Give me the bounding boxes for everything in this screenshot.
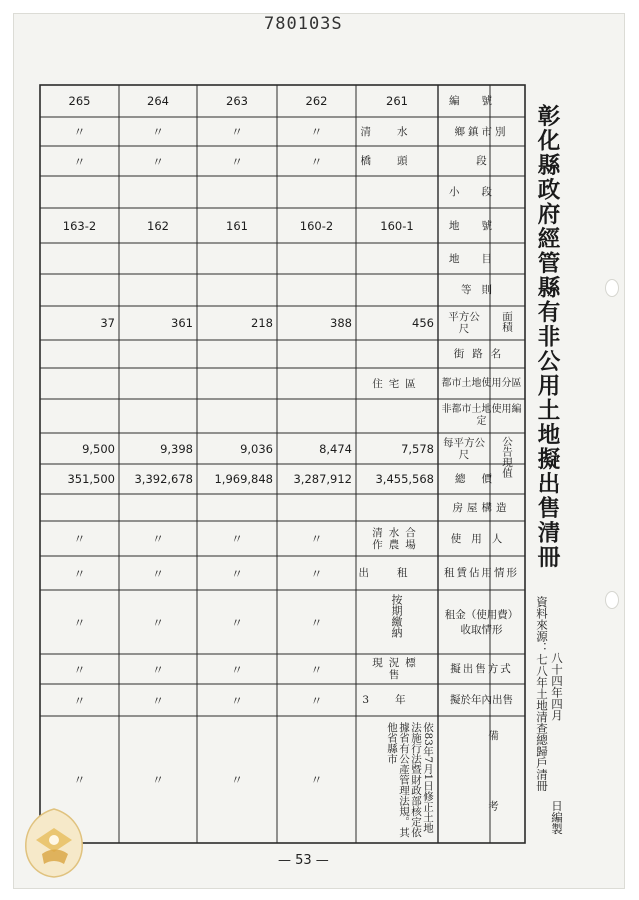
parcel-section: 橋頭	[360, 155, 434, 167]
parcel-remarks-ditto: 〃	[230, 773, 243, 787]
data-source-note: 資料來源：七八年土地清查總歸戶清冊	[535, 596, 549, 792]
parcel-value-per-sqm: 9,398	[160, 441, 193, 456]
row-label-township: 鄉鎮市別	[454, 125, 509, 138]
row-label-rent: 租金（使用費）收取情形	[444, 609, 519, 636]
parcel-sale-period-ditto: 〃	[151, 693, 164, 708]
row-label-subsection: 小段	[449, 186, 514, 198]
row-label-area-unit: 平方公尺	[448, 311, 480, 335]
parcel-value-per-sqm: 9,500	[82, 441, 115, 456]
parcel-number: 264	[147, 94, 169, 108]
parcel-occupancy: 出租	[358, 567, 436, 579]
row-label-total-value: 總價	[455, 473, 508, 485]
parcel-occupancy-ditto: 〃	[230, 566, 243, 581]
parcel-section: 〃	[310, 154, 323, 169]
row-label-building: 房屋構造	[452, 501, 511, 514]
row-label-sale-method: 擬出售方式	[450, 663, 513, 675]
parcel-section: 〃	[151, 154, 164, 169]
row-label-user: 使用人	[450, 532, 513, 545]
parcel-sale-method: 現況標售	[372, 657, 422, 681]
parcel-rent-ditto: 〃	[151, 615, 164, 630]
parcel-number: 262	[305, 94, 328, 108]
page-number: — 53 —	[278, 853, 329, 868]
parcel-lot: 161	[226, 218, 248, 233]
parcel-total-value: 3,287,912	[293, 472, 352, 486]
parcel-number: 265	[68, 94, 91, 108]
report-date: 八十四年四月	[550, 652, 564, 721]
parcel-township: 〃	[230, 125, 243, 139]
parcel-number: 261	[386, 94, 408, 108]
parcel-user-ditto: 〃	[310, 532, 323, 546]
parcel-occupancy-ditto: 〃	[310, 566, 323, 581]
parcel-value-per-sqm: 9,036	[240, 441, 273, 456]
compiler-note: 日編製	[550, 800, 564, 835]
parcel-sale-method-ditto: 〃	[73, 662, 86, 677]
row-label-section: 段	[476, 155, 487, 167]
parcel-lot: 162	[147, 218, 169, 233]
parcel-lot: 160-2	[299, 218, 334, 233]
parcel-township: 〃	[73, 125, 86, 139]
row-label-area: 面積	[501, 311, 513, 332]
parcel-area: 456	[412, 316, 434, 330]
row-label-remarks: 備考	[487, 730, 499, 871]
parcel-section: 〃	[230, 154, 243, 169]
parcel-area: 388	[330, 316, 352, 330]
parcel-rent-ditto: 〃	[73, 615, 86, 630]
parcel-township: 〃	[151, 125, 164, 139]
parcel-user: 清水合作農場	[372, 526, 422, 551]
parcel-remarks: 依83年7月1日修正土地法施行法暨財政部核定依據省有公產管理法規。其他省縣市	[386, 722, 434, 838]
row-label-grade: 等則	[461, 284, 502, 296]
parcel-number: 263	[226, 94, 248, 108]
parcel-sale-method-ditto: 〃	[310, 662, 323, 677]
row-label-street: 街路名	[453, 348, 510, 360]
row-label-sale-period: 擬於年內出售	[450, 694, 513, 706]
row-label-occupancy: 租賃佔用情形	[444, 567, 519, 579]
parcel-sale-period-ditto: 〃	[310, 693, 323, 708]
parcel-area: 37	[100, 316, 115, 330]
row-label-announced-value: 公告現值	[501, 436, 513, 478]
parcel-sale-period-ditto: 〃	[230, 693, 243, 708]
parcel-sale-method-ditto: 〃	[151, 662, 164, 677]
parcel-occupancy-ditto: 〃	[73, 566, 86, 581]
parcel-user-ditto: 〃	[230, 532, 243, 546]
row-label-nonurban-zoning: 非都市土地使用編定	[441, 404, 522, 427]
parcel-zoning: 住宅區	[372, 377, 422, 390]
parcel-user-ditto: 〃	[151, 532, 164, 546]
document-number: 780103S	[264, 14, 343, 34]
parcel-remarks-ditto: 〃	[310, 773, 323, 787]
row-label-land-category: 地目	[449, 252, 514, 265]
document-title: 彰化縣政府經管縣有非公用土地擬出售清冊	[534, 104, 560, 570]
parcel-sale-method-ditto: 〃	[230, 662, 243, 677]
parcel-user-ditto: 〃	[73, 532, 86, 546]
parcel-area: 218	[251, 316, 273, 330]
parcel-remarks-ditto: 〃	[73, 773, 86, 787]
parcel-remarks-ditto: 〃	[151, 773, 164, 787]
parcel-total-value: 1,969,848	[214, 472, 273, 486]
parcel-value-per-sqm: 7,578	[401, 441, 434, 456]
parcel-value-per-sqm: 8,474	[319, 441, 352, 456]
parcel-total-value: 3,455,568	[375, 472, 434, 486]
parcel-occupancy-ditto: 〃	[151, 566, 164, 581]
row-label-number: 編號	[449, 95, 514, 107]
parcel-township: 〃	[310, 125, 323, 139]
row-label-urban-zoning: 都市土地使用分區	[441, 378, 522, 389]
parcel-sale-period-ditto: 〃	[73, 693, 86, 708]
row-label-value-unit: 每平方公尺	[443, 436, 485, 461]
parcel-lot: 160-1	[380, 218, 414, 233]
parcel-township: 清水	[360, 125, 434, 138]
parcel-area: 361	[171, 316, 193, 330]
parcel-total-value: 351,500	[67, 472, 115, 486]
parcel-total-value: 3,392,678	[134, 472, 193, 486]
parcel-lot: 163-2	[62, 218, 97, 233]
row-label-lot: 地號	[449, 219, 514, 232]
parcel-rent: 按期繳納	[390, 594, 403, 638]
parcel-section: 〃	[73, 154, 86, 169]
archive-emblem-icon	[20, 806, 88, 880]
parcel-sale-period: 3年	[362, 694, 432, 706]
parcel-rent-ditto: 〃	[230, 615, 243, 630]
parcel-rent-ditto: 〃	[310, 615, 323, 630]
